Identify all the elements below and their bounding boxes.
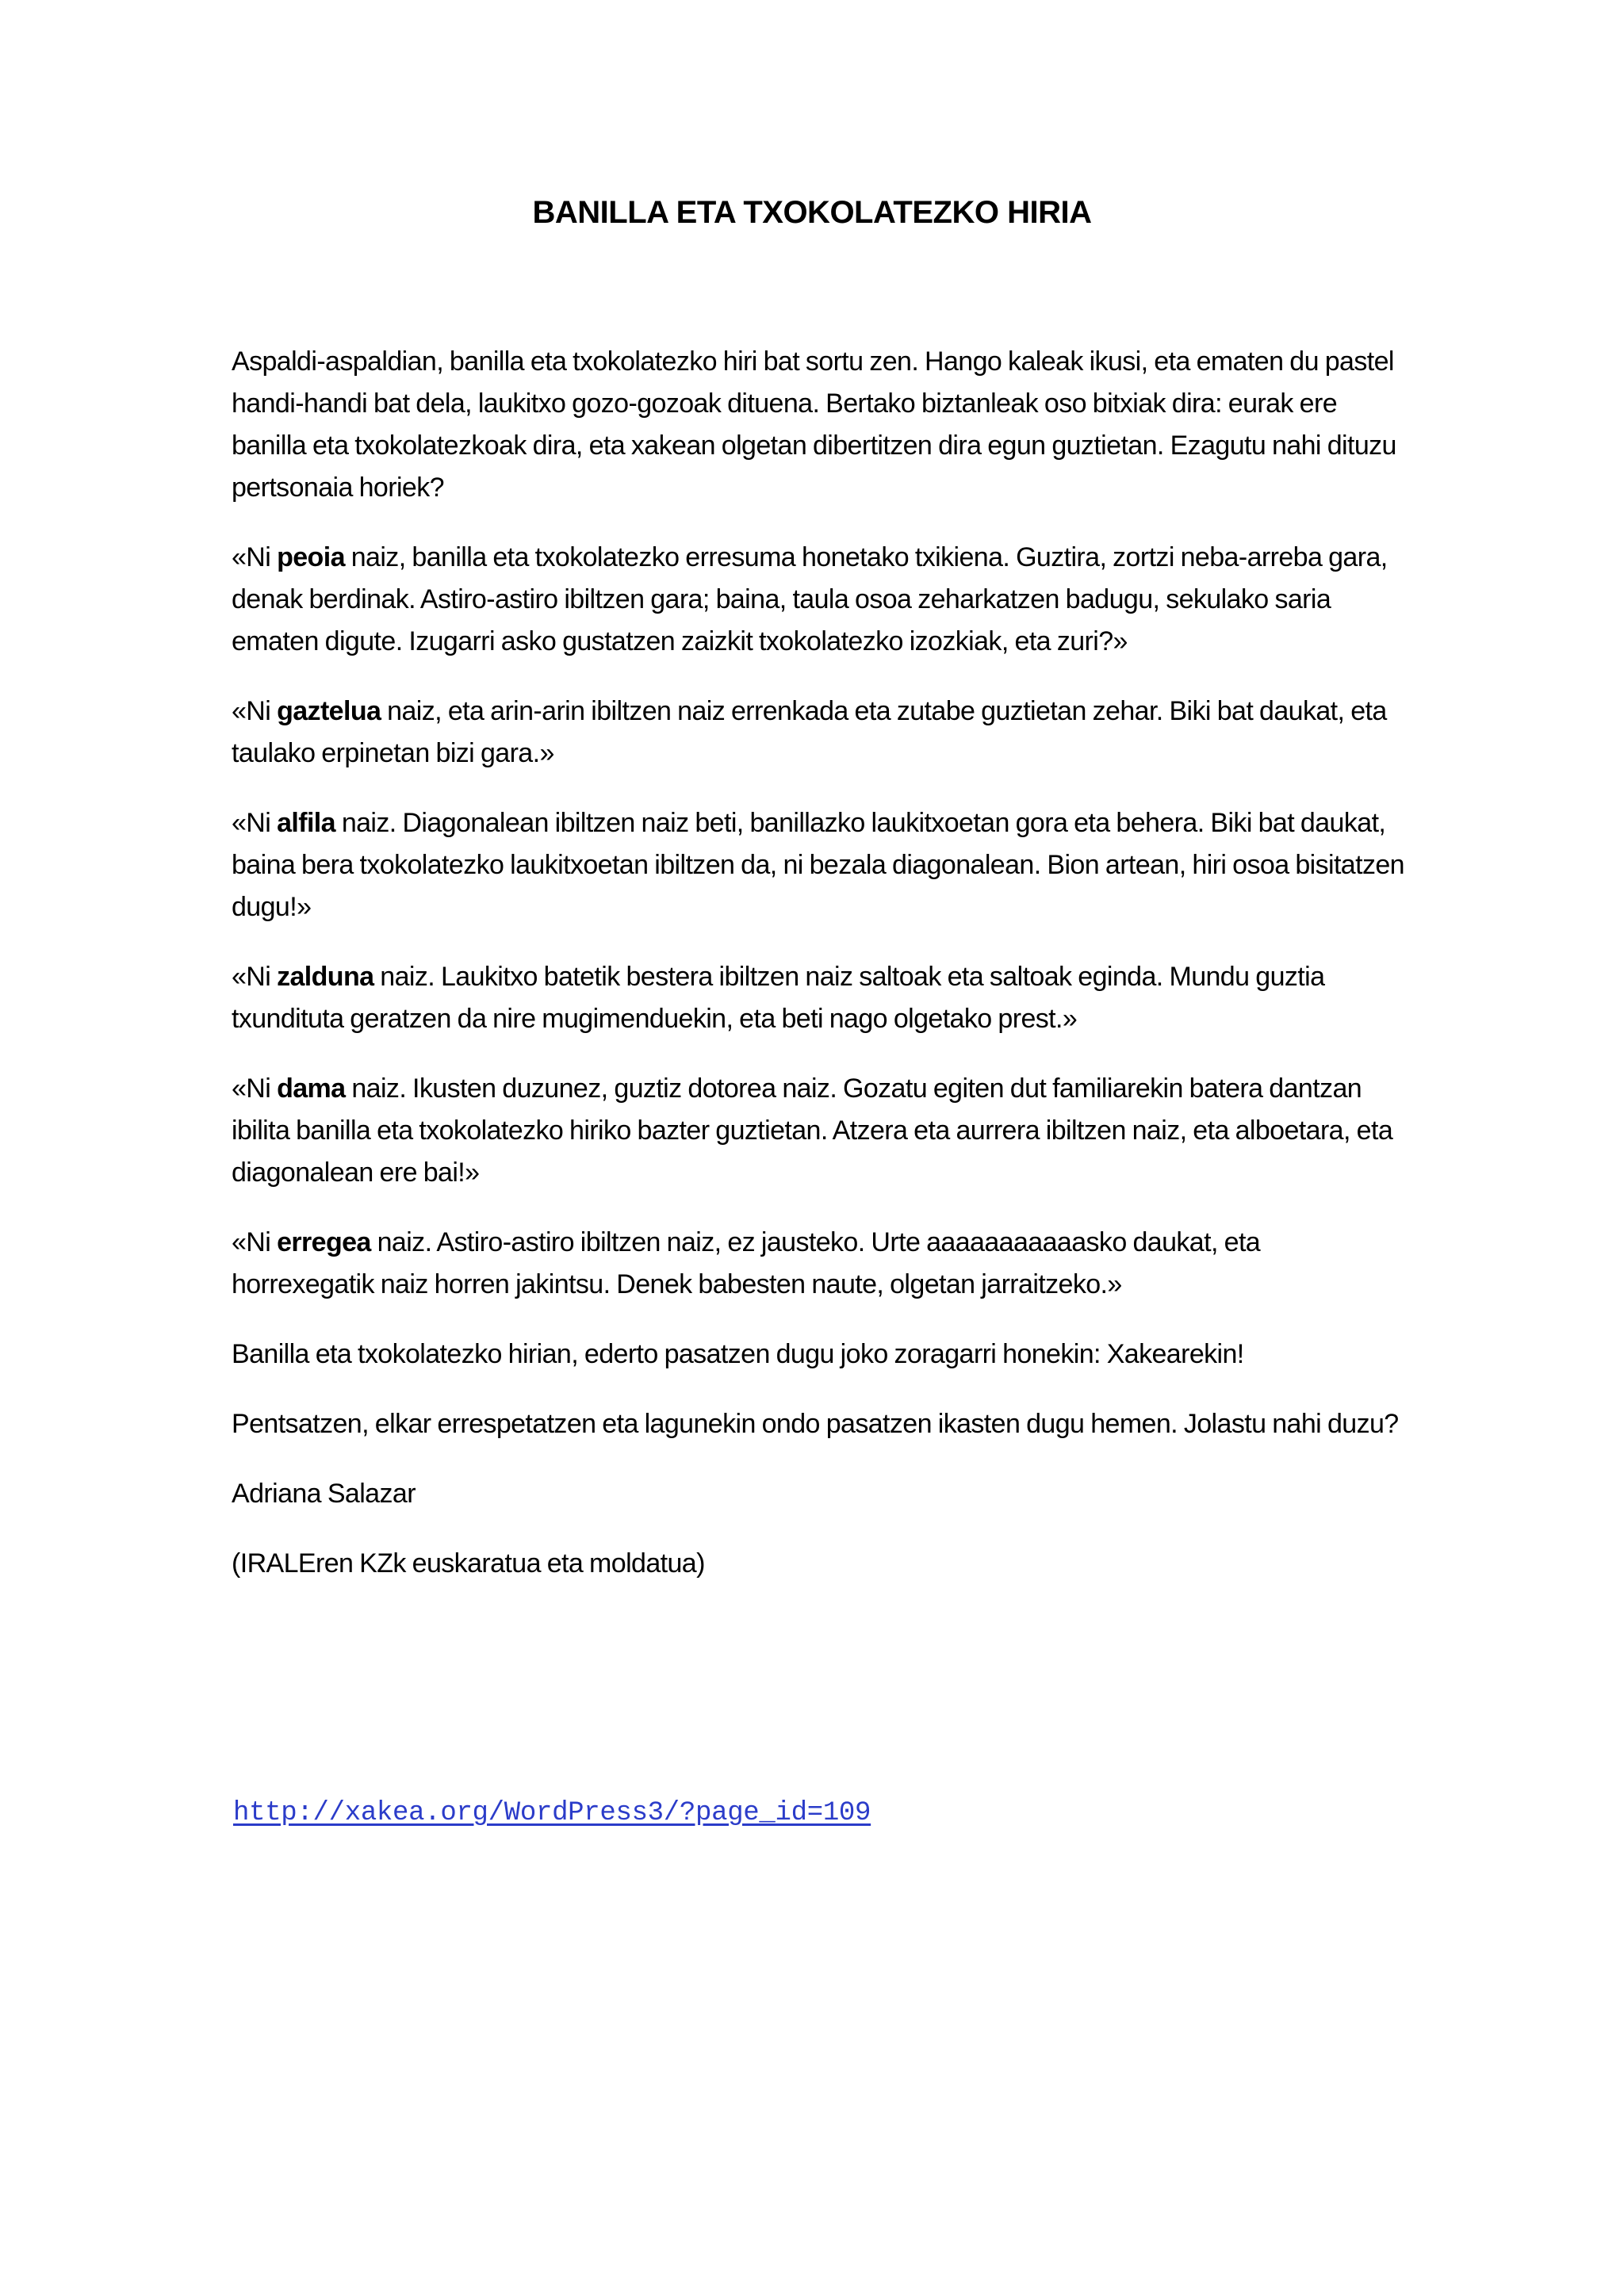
quote-prefix: «Ni [232, 1227, 278, 1257]
piece-text: naiz. Ikusten duzunez, guztiz dotorea naiz. Gozatu egiten dut familiarekin batera dantzan ibilita banilla eta txokolatezko hiriko bazter guztietan. Atzera eta aurrera ibiltzen naiz, eta alboetara, eta diagonalean ere bai!» [232, 1073, 1393, 1188]
quote-prefix: «Ni [232, 1073, 278, 1104]
piece-name: alfila [277, 808, 335, 838]
piece-name: erregea [277, 1227, 371, 1257]
document-body [232, 341, 1407, 1613]
piece-paragraph-peoia [232, 537, 1407, 663]
piece-name: peoia [277, 542, 345, 572]
quote-prefix: «Ni [232, 696, 278, 726]
piece-paragraph-alfila [232, 802, 1407, 928]
piece-text: naiz, eta arin-arin ibiltzen naiz errenkada eta zutabe guztietan zehar. Biki bat daukat, eta taulako erpinetan bizi gara.» [232, 696, 1387, 768]
author-name: Adriana Salazar [232, 1479, 416, 1509]
quote-prefix: «Ni [232, 808, 278, 838]
piece-text: naiz, banilla eta txokolatezko erresuma honetako txikiena. Guztira, zortzi neba-arreba gara, denak berdinak. Astiro-astiro ibiltzen gara; baina, taula osoa zeharkatzen badugu, sekulako saria ematen digute. Izugarri asko gustatzen zaizkit txokolatezko izozkiak, eta zuri?» [232, 542, 1388, 656]
translation-credit: (IRALEren KZk euskaratua eta moldatua) [232, 1548, 705, 1578]
closing-paragraph-1: Banilla eta txokolatezko hirian, ederto pasatzen dugu joko zoragarri honekin: Xakearekin! [232, 1339, 1244, 1369]
quote-prefix: «Ni [232, 962, 278, 992]
piece-text: naiz. Diagonalean ibiltzen naiz beti, banillazko laukitxoetan gora eta behera. Biki bat daukat, baina bera txokolatezko laukitxoetan ibiltzen da, ni bezala diagonalean. Bion artean, hiri osoa bisitatzen dugu!» [232, 808, 1404, 922]
piece-paragraph-erregea [232, 1222, 1407, 1306]
quote-prefix: «Ni [232, 542, 278, 572]
piece-paragraph-dama [232, 1068, 1407, 1194]
piece-text: naiz. Laukitxo batetik bestera ibiltzen naiz saltoak eta saltoak eginda. Mundu guztia txundituta geratzen da nire mugimenduekin, eta beti nago olgetako prest.» [232, 962, 1325, 1034]
closing-paragraph-2: Pentsatzen, elkar errespetatzen eta lagunekin ondo pasatzen ikasten dugu hemen. Jolastu nahi duzu? [232, 1409, 1399, 1439]
piece-name: zalduna [277, 962, 374, 992]
piece-paragraph-zalduna [232, 956, 1407, 1040]
source-link[interactable]: http://xakea.org/WordPress3/?page_id=109 [233, 1798, 871, 1828]
piece-text: naiz. Astiro-astiro ibiltzen naiz, ez jausteko. Urte aaaaaaaaaaasko daukat, eta horrexegatik naiz horren jakintsu. Denek babesten naute, olgetan jarraitzeko.» [232, 1227, 1261, 1299]
piece-paragraph-gaztelua [232, 691, 1407, 775]
piece-name: dama [277, 1073, 346, 1104]
piece-name: gaztelua [277, 696, 381, 726]
document-title: BANILLA ETA TXOKOLATEZKO HIRIA [532, 195, 1092, 230]
intro-paragraph: Aspaldi-aspaldian, banilla eta txokolatezko hiri bat sortu zen. Hango kaleak ikusi, eta ematen du pastel handi-handi bat dela, laukitxo gozo-gozoak dituena. Bertako biztanleak oso bitxiak dira: eurak ere banilla eta txokolatezkoak dira, eta xakean olgetan dibertitzen dira egun guztietan. Ezagutu nahi dituzu pertsonaia horiek? [232, 346, 1396, 503]
